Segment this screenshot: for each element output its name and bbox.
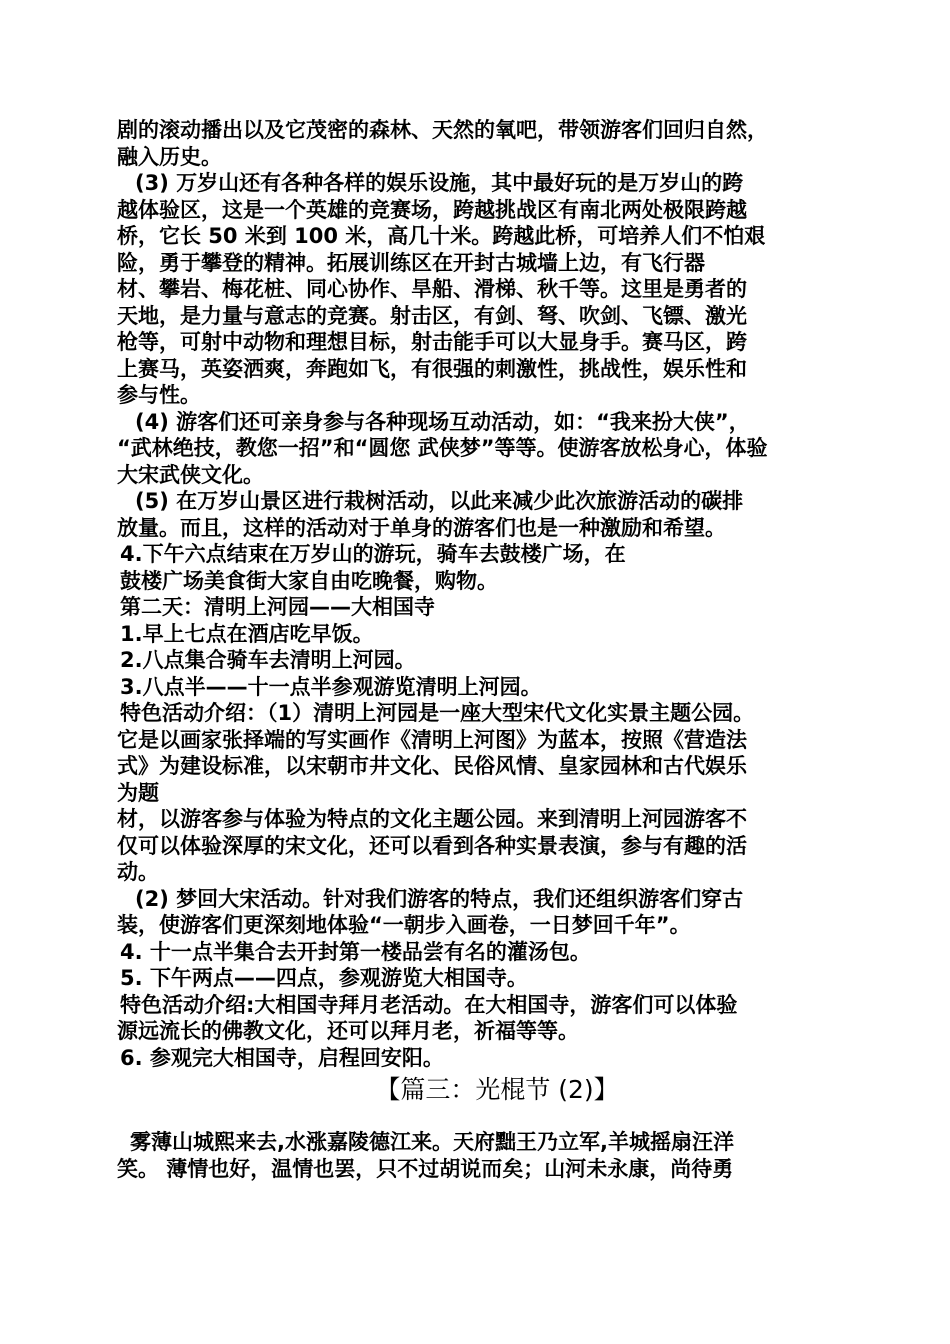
- text-line: 鼓楼广场美食街大家自由吃晚餐，购物。: [120, 568, 498, 593]
- text-line: 为题: [117, 780, 159, 805]
- text-line: (4) 游客们还可亲身参与各种现场互动活动，如：“我来扮大侠”，: [135, 409, 750, 434]
- poem-line: 雾薄山城熙来去,水涨嘉陵德江来。天府黜王乃立军,羊城摇扇汪洋: [130, 1130, 734, 1154]
- text-line: 2.八点集合骑车去清明上河园。: [120, 648, 416, 672]
- text-line: 材、攀岩、梅花桩、同心协作、旱船、滑梯、秋千等。这里是勇者的: [117, 277, 747, 301]
- text-line: 融入历史。: [117, 144, 222, 169]
- text-line: 4.下午六点结束在万岁山的游玩，骑车去鼓楼广场，在: [120, 542, 626, 566]
- text-line: 险，勇于攀登的精神。拓展训练区在开封古城墙上边，有飞行器: [117, 250, 705, 275]
- text-line: (5) 在万岁山景区进行栽树活动，以此来减少此次旅游活动的碳排: [135, 489, 744, 513]
- section-heading: 【篇三：光棍节 (2)】: [375, 1075, 619, 1104]
- text-line: 天地，是力量与意志的竞赛。射击区，有剑、弩、吹剑、飞镖、激光: [117, 303, 747, 328]
- text-line: 仅可以体验深厚的宋文化，还可以看到各种实景表演，参与有趣的活: [117, 833, 747, 858]
- text-line: 1.早上七点在酒店吃早饭。: [120, 621, 374, 646]
- text-line: (3) 万岁山还有各种各样的娱乐设施，其中最好玩的是万岁山的跨: [135, 171, 744, 195]
- text-line: 越体验区，这是一个英雄的竞赛场，跨越挑战区有南北两处极限跨越: [117, 197, 747, 222]
- text-line: 参与性。: [117, 383, 201, 407]
- text-line: 剧的滚动播出以及它茂密的森林、天然的氧吧，带领游客们回归自然，: [117, 118, 768, 142]
- text-line: 6. 参观完大相国寺，启程回安阳。: [120, 1045, 444, 1070]
- text-line: 装，使游客们更深刻地体验“一朝步入画卷，一日梦回千年”。: [117, 913, 691, 937]
- text-line: 源远流长的佛教文化，还可以拜月老，祈福等等。: [117, 1019, 579, 1043]
- text-line: 它是以画家张择端的写实画作《清明上河图》为蓝本，按照《营造法: [117, 727, 747, 752]
- poem-line: 笑。 薄情也好，温情也罢，只不过胡说而矣；山河未永康，尚待勇: [117, 1156, 734, 1181]
- text-line: 桥，它长 50 米到 100 米，高几十米。跨越此桥，可培养人们不怕艰: [117, 224, 766, 248]
- text-line: 4. 十一点半集合去开封第一楼品尝有名的灌汤包。: [120, 939, 591, 964]
- text-line: “武林绝技，教您一招”和“圆您 武侠梦”等等。使游客放松身心，体验: [117, 436, 768, 460]
- text-line: 枪等，可射中动物和理想目标，射击能手可以大显身手。赛马区，跨: [117, 330, 747, 354]
- text-line: 式》为建设标准，以宋朝市井文化、民俗风情、皇家园林和古代娱乐: [117, 754, 747, 778]
- text-line: 动。: [117, 860, 159, 884]
- text-line: 材，以游客参与体验为特点的文化主题公园。来到清明上河园游客不: [117, 807, 747, 831]
- text-line: (2) 梦回大宋活动。针对我们游客的特点，我们还组织游客们穿古: [135, 886, 744, 911]
- text-line: 大宋武侠文化。: [117, 462, 264, 487]
- text-line: 5. 下午两点——四点，参观游览大相国寺。: [120, 966, 528, 990]
- text-line: 3.八点半——十一点半参观游览清明上河园。: [120, 674, 542, 699]
- document-body: [117, 117, 847, 1182]
- text-line: 放量。而且，这样的活动对于单身的游客们也是一种激励和希望。: [117, 515, 726, 540]
- text-line: 特色活动介绍：（1）清明上河园是一座大型宋代文化实景主题公园。: [120, 701, 755, 725]
- section-subtitle: 第二天：清明上河园——大相国寺: [120, 595, 435, 619]
- text-line: 上赛马，英姿洒爽，奔跑如飞，有很强的刺激性，挑战性，娱乐性和: [117, 356, 747, 381]
- text-line: 特色活动介绍:大相国寺拜月老活动。在大相国寺，游客们可以体验: [120, 992, 738, 1017]
